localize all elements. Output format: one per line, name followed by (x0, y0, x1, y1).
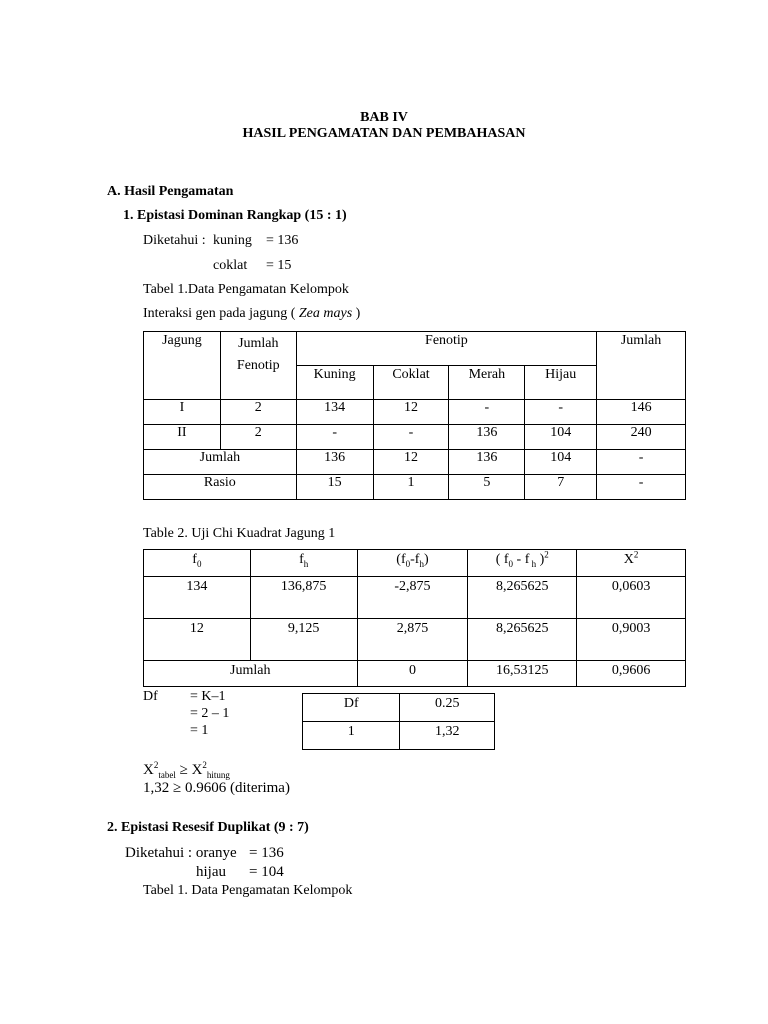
diketahui-label: Diketahui : (143, 233, 206, 248)
cell: 2 (220, 400, 296, 425)
table-2 (143, 549, 686, 687)
table-row (144, 400, 686, 425)
cell: 0,9003 (577, 619, 686, 661)
table-1 (143, 331, 686, 500)
kuning-label: kuning (213, 233, 252, 248)
subsection-1-title: 1. Epistasi Dominan Rangkap (15 : 1) (123, 208, 347, 223)
cell: 7 (525, 475, 597, 500)
subheader-coklat: Coklat (373, 366, 449, 400)
cell: 134 (144, 577, 251, 619)
cell: 146 (597, 400, 686, 425)
subheader-kuning: Kuning (296, 366, 373, 400)
coklat-label: coklat (213, 258, 248, 273)
table1b-caption: Tabel 1. Data Pengamatan Kelompok (143, 883, 353, 898)
cell: 12 (144, 619, 251, 661)
chi-comparison: $X^2_{tabel} \ge X^2_{hitung}$ (143, 760, 230, 780)
cell: 136 (449, 425, 525, 450)
table1-caption: Tabel 1.Data Pengamatan Kelompok (143, 282, 349, 297)
cell: 0,0603 (577, 577, 686, 619)
header-jumlah-fenotip: Jumlah Fenotip (220, 332, 296, 400)
table-value: 1,32 (400, 722, 495, 750)
df-table (302, 693, 495, 750)
cell: 134 (296, 400, 373, 425)
cell: Rasio (144, 475, 297, 500)
alpha-header: 0.25 (400, 694, 495, 722)
chapter-number: BAB IV (360, 110, 408, 125)
cell: 0 (357, 661, 468, 687)
cell: - (296, 425, 373, 450)
table-row-total (144, 661, 686, 687)
table2-caption: Table 2. Uji Chi Kuadrat Jagung 1 (143, 526, 336, 541)
interaksi-caption: Interaksi gen pada jagung ( Zea mays ) (143, 306, 361, 321)
header-jagung: Jagung (144, 332, 221, 400)
header-fenotip: Fenotip (296, 332, 596, 366)
coklat-value: = 15 (266, 258, 292, 273)
cell: -2,875 (357, 577, 468, 619)
cell: 240 (597, 425, 686, 450)
df-value: 1 (303, 722, 400, 750)
header-diff: $(f_0-f_h)$ (357, 550, 468, 577)
cell: 8,265625 (468, 619, 577, 661)
df-label: Df (143, 689, 158, 704)
cell: 8,265625 (468, 577, 577, 619)
cell: Jumlah (144, 661, 358, 687)
table-row-rasio (144, 475, 686, 500)
subsection-2-title: 2. Epistasi Resesif Duplikat (9 : 7) (107, 820, 309, 835)
table-row (144, 577, 686, 619)
cell: 12 (373, 400, 449, 425)
table-row-jumlah (144, 450, 686, 475)
kuning-value: = 136 (266, 233, 299, 248)
cell: - (449, 400, 525, 425)
cell: Jumlah (144, 450, 297, 475)
header-fh: $f_h$ (250, 550, 357, 577)
oranye-label: Diketahui : oranye (125, 845, 237, 861)
cell: 12 (373, 450, 449, 475)
cell: 16,53125 (468, 661, 577, 687)
cell: 15 (296, 475, 373, 500)
subheader-hijau: Hijau (525, 366, 597, 400)
header-jumlah: Jumlah (597, 332, 686, 400)
cell: - (525, 400, 597, 425)
cell: 0,9606 (577, 661, 686, 687)
cell: 5 (449, 475, 525, 500)
cell: - (373, 425, 449, 450)
hijau-value: = 104 (249, 864, 284, 880)
chi-conclusion: 1,32 ≥ 0.9606 (diterima) (143, 780, 290, 796)
cell: 2,875 (357, 619, 468, 661)
df-line-1: = K–1 (190, 689, 226, 704)
header-f0: $f_0$ (144, 550, 251, 577)
cell: 104 (525, 425, 597, 450)
table-row (144, 619, 686, 661)
cell: 2 (220, 425, 296, 450)
cell: II (144, 425, 221, 450)
cell: 1 (373, 475, 449, 500)
subheader-merah: Merah (449, 366, 525, 400)
cell: 136 (296, 450, 373, 475)
cell: - (597, 450, 686, 475)
chapter-title: HASIL PENGAMATAN DAN PEMBAHASAN (242, 126, 526, 141)
df-header: Df (303, 694, 400, 722)
cell: 136 (449, 450, 525, 475)
table-row (144, 425, 686, 450)
header-chi-square: $X^2$ (577, 550, 686, 577)
oranye-value: = 136 (249, 845, 284, 861)
cell: 104 (525, 450, 597, 475)
df-line-3: = 1 (190, 723, 209, 738)
df-line-2: = 2 – 1 (190, 706, 230, 721)
hijau-label: hijau (196, 864, 226, 880)
cell: 9,125 (250, 619, 357, 661)
section-a-title: A. Hasil Pengamatan (107, 184, 234, 199)
cell: 136,875 (250, 577, 357, 619)
header-diff-squared: ( $f_0$ - f $_h$ )$^2$ (468, 550, 577, 577)
cell: I (144, 400, 221, 425)
cell: - (597, 475, 686, 500)
